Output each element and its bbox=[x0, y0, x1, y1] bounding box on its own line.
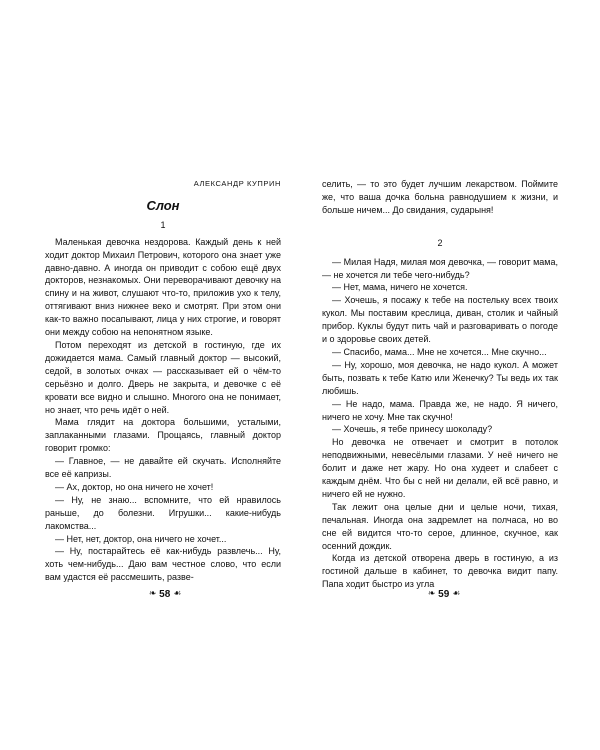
paragraph: Потом переходят из детской в гостиную, где их дожидается мама. Самый главный доктор — высокий, седой, в золотых очках — рассказывает ей о чём-то серьёзно и долго. Дверь не закрыта, и девочке с её кровати все видно и слышно. Многого она не понимает, но знает, что речь идёт о ней. bbox=[45, 339, 281, 415]
paragraph: — Главное, — не давайте ей скучать. Исполняйте все её капризы. bbox=[45, 456, 281, 480]
paragraph: — Ах, доктор, но она ничего не хочет! bbox=[55, 481, 214, 492]
paragraph: Так лежит она целые дни и целые ночи, тихая, печальная. Иногда она задремлет на полчаса, но во сне ей видится что-то серое, длинное, скучное, как осенний дождик. bbox=[322, 501, 558, 551]
paragraph: — Нет, мама, ничего не хочется. bbox=[332, 282, 468, 293]
paragraph: — Хочешь, я посажу к тебе на постельку всех твоих кукол. Мы поставим креслица, диван, столик и чайный прибор. Куклы будут пить чай и разговаривать о погоде и о здоровье своих детей. bbox=[322, 295, 558, 345]
page-number-right bbox=[414, 588, 474, 600]
ornament-right-icon: ☙ bbox=[173, 588, 182, 598]
page-number: 59 bbox=[438, 589, 450, 600]
page-number: 58 bbox=[159, 589, 171, 600]
running-head: АЛЕКСАНДР КУПРИН bbox=[193, 179, 281, 188]
story-title: Слон bbox=[146, 197, 180, 213]
paragraph: — Ну, не знаю... вспомните, что ей нравилось раньше, до болезни. Игрушки... какие-нибудь лакомства... bbox=[45, 494, 281, 531]
ornament-left-icon: ❧ bbox=[148, 588, 157, 598]
chapter-number: 2 bbox=[437, 237, 443, 248]
paragraph: Маленькая девочка нездорова. Каждый день к ней ходит доктор Михаил Петрович, которого она знает уже давно-давно. А иногда он приводит с собою ещё двух докторов, незнакомых. Они переворачивают девочку на спину и на живот, слушают что-то, приложив ухо к телу, оттягивают вниз нижнее веко и смотрят. При этом они как-то важно посапывают, лица у них строгие, и говорят они между собою на непонятном языке. bbox=[45, 236, 281, 338]
ornament-left-icon: ❧ bbox=[427, 588, 436, 598]
paragraph: — Не надо, мама. Правда же, не надо. Я ничего, ничего не хочу. Мне так скучно! bbox=[322, 398, 558, 422]
paragraph: — Ну, постарайтесь её как-нибудь развлечь... Ну, хоть чем-нибудь... Даю вам честное слово, что если вам удастся её рассмешить, разве- bbox=[45, 546, 281, 583]
paragraph: — Милая Надя, милая моя девочка, — говорит мама, — не хочется ли тебе чего-нибудь? bbox=[322, 256, 558, 280]
paragraph: Когда из детской отворена дверь в гостиную, а из гостиной дальше в кабинет, то девочка видит папу. Папа ходит быстро из угла bbox=[322, 553, 558, 590]
left-page bbox=[45, 178, 281, 584]
ornament-right-icon: ☙ bbox=[452, 588, 461, 598]
paragraph: — Ну, хорошо, моя девочка, не надо кукол. А может быть, позвать к тебе Катю или Женечку? Ты ведь их так любишь. bbox=[322, 359, 558, 396]
right-page bbox=[322, 178, 558, 591]
paragraph: Но девочка не отвечает и смотрит в потолок неподвижными, невесёлыми глазами. У неё ничего не болит и даже нет жару. Но она худеет и слабеет с каждым днём. Что бы с ней ни делали, ей всё равно, и ничего ей не нужно. bbox=[322, 437, 558, 499]
paragraph: Мама глядит на доктора большими, усталыми, заплаканными глазами. Прощаясь, главный доктор говорит громко: bbox=[45, 417, 281, 454]
page-number-left bbox=[135, 588, 195, 600]
continuation-paragraph: селить, — то это будет лучшим лекарством. Поймите же, что ваша дочка больна равнодушием к жизни, и больше ничем... До свидания, сударыня! bbox=[322, 179, 558, 215]
paragraph: — Нет, нет, доктор, она ничего не хочет... bbox=[55, 533, 227, 544]
paragraph: — Хочешь, я тебе принесу шоколаду? bbox=[332, 424, 493, 435]
paragraph: — Спасибо, мама... Мне не хочется... Мне скучно... bbox=[332, 346, 547, 357]
chapter-number: 1 bbox=[160, 219, 166, 230]
